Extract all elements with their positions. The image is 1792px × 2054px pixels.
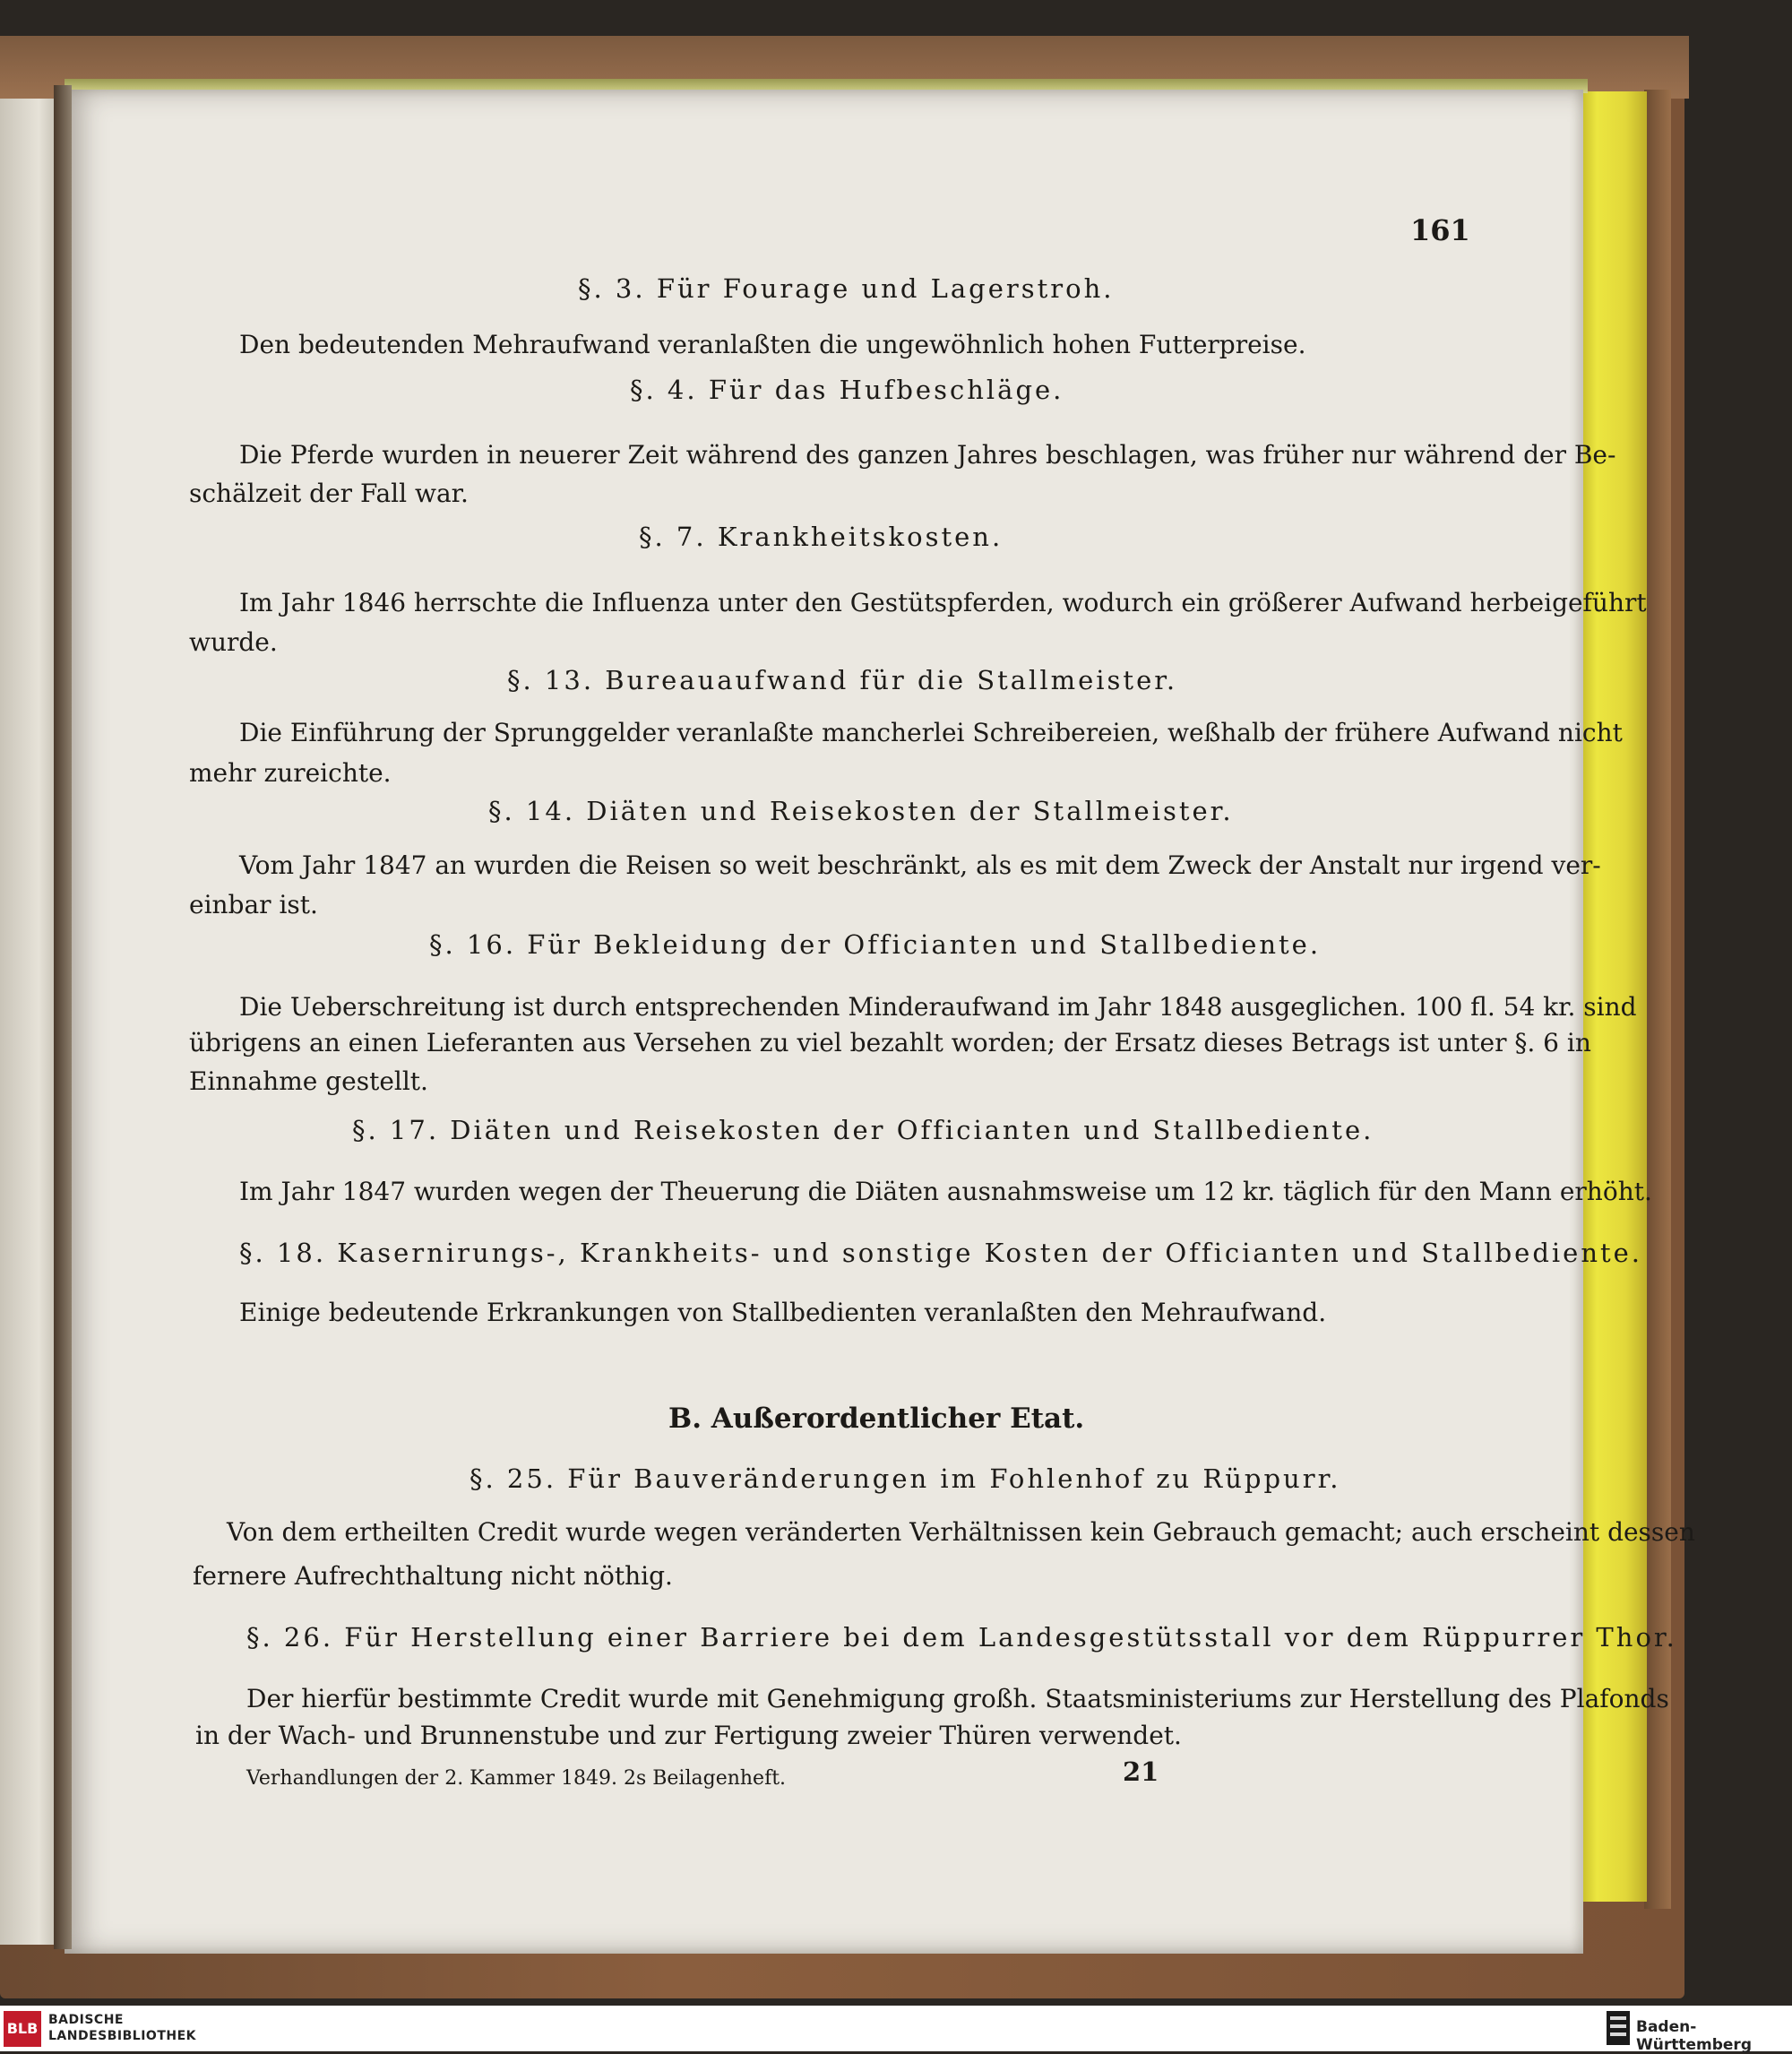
section-text-line: Einnahme gestellt. — [189, 1066, 428, 1096]
section-text-line: übrigens an einen Lieferanten aus Versehen zu viel bezahlt worden; der Ersatz dieses Betrags ist unter §. 6 in — [189, 1028, 1591, 1057]
section-text-line: fernere Aufrechthaltung nicht nöthig. — [193, 1561, 673, 1591]
section-text-line: Vom Jahr 1847 an wurden die Reisen so weit beschränkt, als es mit dem Zweck der Anstalt nur irgend ver- — [239, 850, 1601, 880]
section-text-line: Einige bedeutende Erkrankungen von Stallbedienten veranlaßten den Mehraufwand. — [239, 1298, 1327, 1327]
state-name: Baden-Württemberg — [1636, 2018, 1752, 2054]
section-heading: §. 16. Für Bekleidung der Officianten und Stallbediente. — [429, 929, 1322, 960]
section-heading: §. 18. Kasernirungs-, Krankheits- und sonstige Kosten der Officianten und Stallbediente. — [239, 1238, 1643, 1268]
section-text-line: einbar ist. — [189, 890, 318, 919]
section-heading: §. 3. Für Fourage und Lagerstroh. — [578, 273, 1115, 304]
section-text-line: mehr zureichte. — [189, 758, 392, 788]
blb-logo[interactable]: BLB — [4, 2011, 41, 2047]
part-title: B. Außerordentlicher Etat. — [668, 1402, 1085, 1435]
section-heading: §. 7. Krankheitskosten. — [639, 522, 1004, 552]
section-text-line: Die Pferde wurden in neuerer Zeit während des ganzen Jahres beschlagen, was früher nur während der Be- — [239, 440, 1616, 470]
section-heading: §. 26. Für Herstellung einer Barriere bei dem Landesgestütsstall vor dem Rüppurrer Thor. — [246, 1622, 1677, 1653]
section-text-line: in der Wach- und Brunnenstube und zur Fertigung zweier Thüren verwendet. — [195, 1721, 1182, 1750]
section-text-line: Die Einführung der Sprunggelder veranlaßte mancherlei Schreibereien, weßhalb der frühere Aufwand nicht — [239, 718, 1623, 747]
section-heading: §. 25. Für Bauveränderungen im Fohlenhof zu Rüppurr. — [470, 1463, 1341, 1494]
baden-wuerttemberg-logo-icon[interactable] — [1607, 2011, 1630, 2045]
library-name-line1: BADISCHE — [48, 2013, 124, 2027]
section-text-line: schälzeit der Fall war. — [189, 479, 469, 508]
sheet-number: 21 — [1123, 1756, 1159, 1787]
viewer-footer — [0, 2006, 1792, 2051]
section-text-line: Der hierfür bestimmte Credit wurde mit Genehmigung großh. Staatsministeriums zur Herstellung des Plafonds — [246, 1684, 1669, 1713]
section-text-line: Im Jahr 1847 wurden wegen der Theuerung die Diäten ausnahmsweise um 12 kr. täglich für den Mann erhöht. — [239, 1177, 1652, 1206]
signature-line: Verhandlungen der 2. Kammer 1849. 2s Beilagenheft. — [246, 1767, 787, 1790]
section-heading: §. 17. Diäten und Reisekosten der Officianten und Stallbediente. — [352, 1115, 1374, 1145]
section-text-line: wurde. — [189, 627, 278, 657]
section-text-line: Die Ueberschreitung ist durch entsprechenden Minderaufwand im Jahr 1848 ausgeglichen. 100 fl. 54 kr. sind — [239, 992, 1637, 1022]
book-gutter — [54, 85, 72, 1949]
section-text-line: Im Jahr 1846 herrschte die Influenza unter den Gestütspferden, wodurch ein größerer Aufwand herbeigeführt — [239, 588, 1647, 617]
section-heading: §. 14. Diäten und Reisekosten der Stallmeister. — [488, 796, 1234, 826]
section-text-line: Von dem ertheilten Credit wurde wegen veränderten Verhältnissen kein Gebrauch gemacht; auch erscheint dessen — [227, 1517, 1695, 1547]
section-heading: §. 4. Für das Hufbeschläge. — [630, 375, 1064, 405]
section-text-line: Den bedeutenden Mehraufwand veranlaßten die ungewöhnlich hohen Futterpreise. — [239, 330, 1306, 359]
library-name-line2: LANDESBIBLIOTHEK — [48, 2029, 197, 2043]
section-heading: §. 13. Bureauaufwand für die Stallmeister. — [507, 665, 1178, 695]
page-number: 161 — [1410, 213, 1470, 247]
